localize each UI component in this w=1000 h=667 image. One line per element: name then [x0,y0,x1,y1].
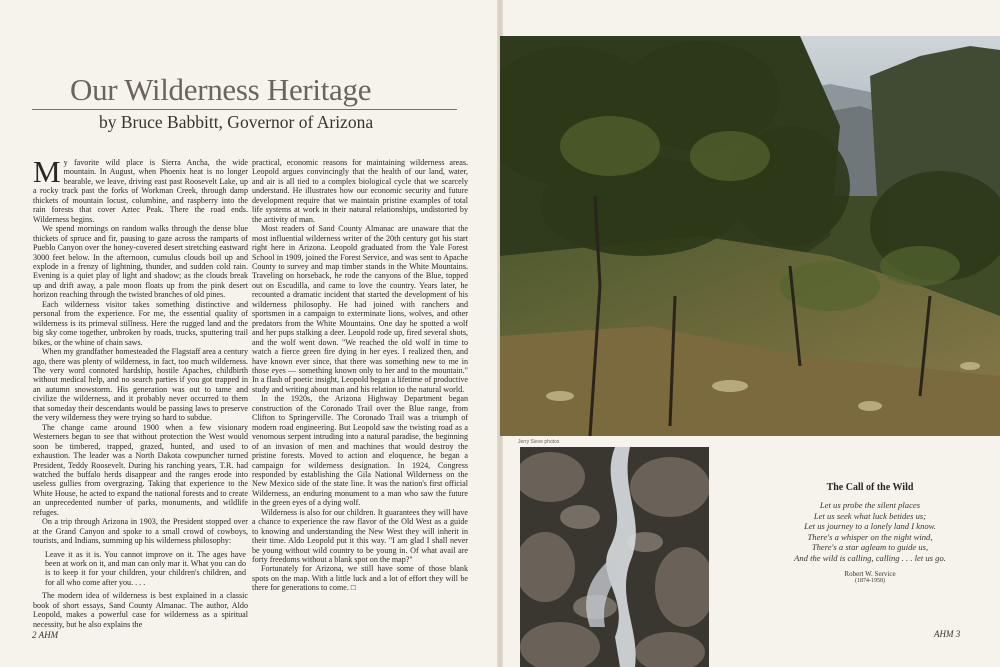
paragraph: Each wilderness visitor takes something distinctive and personal from the experience. For me, the essential quality of wilderness is its primeval stillness. Here the rugged land and the big sky come together, unbroken by roads, trucks, sputtering trail bikes, or the whine of chain saws. [33,299,248,347]
title-rule [32,109,457,110]
paragraph: The modern idea of wilderness is best explained in a classic book of short essays, Sand County Almanac. The author, Aldo Leopold, makes a powerful case for wilderness as a spiritual necessity, but he also explains the [33,591,248,629]
poem-line: Let us probe the silent places [819,500,921,510]
poem-line: Let us journey to a lonely land I know. [804,521,936,532]
photo-credit: Jerry Sieve photos [518,439,560,445]
poem-author-dates: (1874-1958) [855,577,885,584]
article-column-1 [33,158,248,636]
paragraph: On a trip through Arizona in 1903, the President stopped over at the Grand Canyon and spoke to a small crowd of cowboys, tourists, and Indians, summing up his wilderness philosophy: [33,517,248,546]
paragraph: Most readers of Sand County Almanac are unaware that the most influential wilderness writer of the 20th century got his start right here in Arizona. Leopold graduated from the Yale Forest School in 1909, joined the Forest Service, and was sent to Apache County to survey and map timber stands in the White Mountains. Traveling on horseback, he rode the canyons of the Blue, topped out on Escudilla, and came to love the country. Years later, he recounted a dramatic incident that started the development of his wilderness philosophy. He had joined with ranchers and sportsmen in a campaign to exterminate lions, wolves, and other predators from the White Mountains. One day he spotted a wolf and her pups stalking a deer. Leopold rode up, fired several shots, and the wolf went down. "We reached the old wolf in time to watch a fierce green fire dying in her eyes. I realized then, and have known ever since, that there was something new to me in those eyes — something known only to her and to the mountain." In a flash of poetic insight, Leopold began a lifetime of productive study and writing about man and his relation to the natural world. [252,224,468,394]
folio-right: AHM 3 [934,629,961,639]
paragraph: We spend mornings on random walks through the dense blue thickets of spruce and fir, pausing to gaze across the ramparts of Pueblo Canyon over the honey-covered desert stretching eastward 3000 feet below. In the afternoon, cumulus clouds boil up and explode in a frenzy of lightning, thunder, and sudden cold rain. Evening is a quiet play of light and shadow; as the clouds break up and drift away, a pale moon floats up from the pink desert horizon reaching through the twisted branches of old pines. [33,224,248,300]
paragraph [33,158,248,224]
poem-box [760,482,980,585]
article-byline: by Bruce Babbitt, Governor of Arizona [99,112,374,132]
paragraph-text: y favorite wild place is Sierra Ancha, the wide mountain. In August, when Phoenix heat is no longer bearable, we leave, driving east past Roosevelt Lake, up a rocky track past the forks of Workman Creek, through damp thickets of mountain locust, columbine, and raspberry into the rain forests that cover Aztec Peak. There the road ends. Wilderness begins. [33,158,248,224]
article-title: Our Wilderness Heritage [70,72,372,107]
paragraph: Wilderness is also for our children. It guarantees they will have a chance to experience the raw flavor of the Old West as a guide to knowing and understanding the New West they will inherit in their time. Aldo Leopold put it this way. "I am glad I shall never be young without wild country to be young in. Of what avail are forty freedoms without a blank spot on the map?" [252,507,468,565]
forest-canyon-photo [500,36,1000,436]
poem-line: Let us seek what luck betides us; [813,510,927,521]
paragraph: practical, economic reasons for maintaining wilderness areas. Leopold argues convincingly that the health of our land, water, and air is all tied to a complex biological cycle that we scarcely understand. He illustrates how our economic security and future development require that we maintain pristine examples of total life systems at work in their natural relationships, undistorted by the activity of man. [252,158,468,224]
poem-author: Robert W. Service [844,569,896,578]
article-column-2 [252,158,468,636]
poem-line: And the wild is calling, calling . . . let us go. [794,552,946,563]
waterfall-stream-photo [520,447,709,667]
paragraph: In the 1920s, the Arizona Highway Department began construction of the Coronado Trail over the Blue range, from Clifton to Springerville. The Coronado Trail was a triumph of modern road engineering. But Leopold saw the twisting road as a venomous serpent intruding into a natural paradise, the beginning of an invasion of men and machines that would destroy the pristine forests. Moved to action and eloquence, he began a campaign for wilderness designation. In 1924, Congress responded by establishing the Gila National Wilderness on the New Mexico side of the state line. It was the nation's first official Wilderness, an enduring monument to a man who saw the future in the green eyes of a dying wolf. [252,394,468,508]
drop-cap: M [33,158,61,189]
paragraph: When my grandfather homesteaded the Flagstaff area a century ago, there was plenty of wilderness, in fact, too much wilderness. The very word connoted hardship, hostile Apaches, childbirth without medical help, and no search parties if you got trapped in an autumn snowstorm. His generation was out to tame and civilize the wilderness, and it probably never occurred to them that someday their descendants would be passing laws to preserve the very wilderness they were trying so hard to subdue. [33,347,248,423]
poem-line: There's a whisper on the night wind, [807,531,933,542]
block-quote: Leave it as it is. You cannot improve on it. The ages have been at work on it, and man can only mar it. What you can do is to keep it for your children, your children's children, and for all who come after you. . . . [45,549,246,587]
folio-left: 2 AHM [32,630,59,640]
paragraph: Fortunately for Arizona, we still have some of those blank spots on the map. With a little luck and a lot of effort they will be there for generations to come. □ [252,564,468,593]
paragraph: The change came around 1900 when a few visionary Westerners began to see that without protection the West would soon be timbered, trapped, grazed, hunted, and used to exhaustion. The leader was a North Dakota cowpuncher turned President, Teddy Roosevelt. During his ranching years, T.R. had watched the buffalo herds disappear and the ranges erode into useless gullies from overgrazing. Taking that experience to the White House, he acted to expand the national forests and to create an unprecedented number of parks, monuments, and wildlife refuges. [33,422,248,517]
poem-line: There's a star agleam to guide us, [811,542,929,553]
poem-title: The Call of the Wild [826,482,914,493]
